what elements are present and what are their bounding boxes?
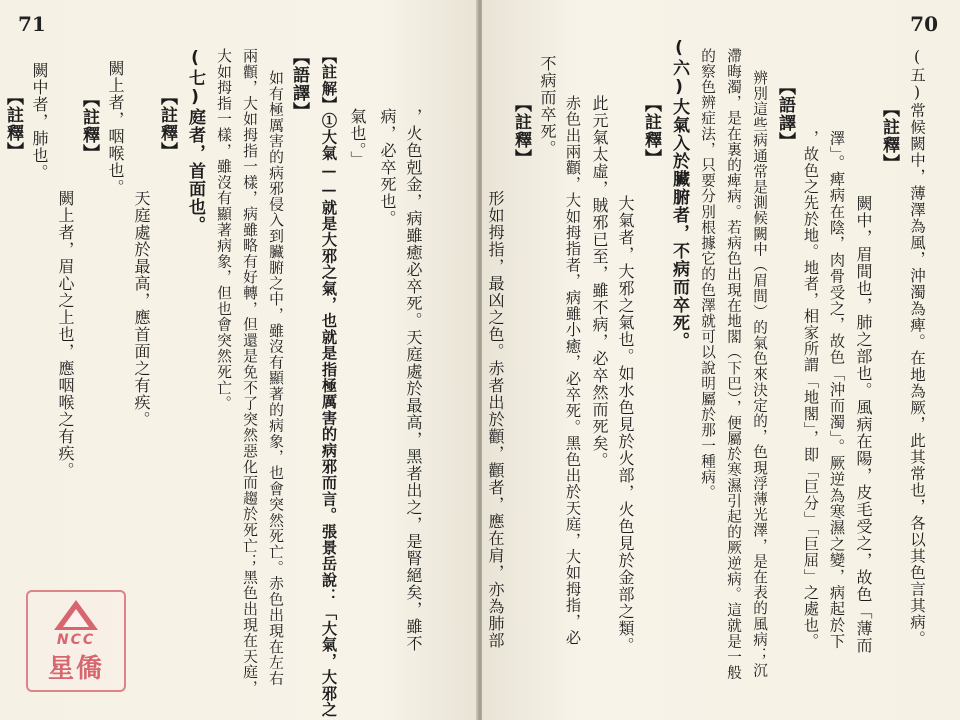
right-page — [482, 0, 960, 720]
text-column: 形如拇指，最凶之色。赤者出於顴，顴者，應在肩，亦為肺部 — [486, 190, 505, 649]
text-column: 滯晦濁，是在裏的痺病。若病色出現在地閣（下巴），便屬於寒濕引起的厥逆病。這就是一般 — [725, 48, 742, 681]
section-heading: (七)庭者，首面也。 — [185, 48, 205, 234]
text-column: ，故色之先於地。地者，相家所謂「地閣」，即「巨分」「巨屈」之處也。 — [802, 130, 820, 650]
stamp-chinese: 星僑 — [47, 654, 104, 684]
text-column: 【註解】①大氣——就是大邪之氣，也就是指極厲害的病邪而言。張景岳說：「大氣，大邪之 — [320, 48, 338, 718]
text-column: 赤色出兩顴，大如拇指者，病雖小癒，必卒死。黑色出於天庭，大如拇指，必 — [564, 95, 582, 646]
publisher-stamp — [26, 590, 126, 692]
text-column: 病，必卒死也。 — [378, 108, 397, 227]
section-label: 【註釋】 — [79, 90, 99, 162]
left-page — [0, 0, 478, 720]
page-number-left: 71 — [18, 12, 46, 36]
section-label: 【註釋】 — [157, 88, 177, 160]
text-column: 闕上者，咽喉也。 — [106, 60, 125, 196]
text-column: 辨別這些病通常是測候闕中（眉間）的氣色來決定的，色現浮薄光澤，是在表的風病；沉 — [751, 70, 768, 679]
text-column: 大如拇指一樣，雖沒有顯著病象，但也會突然死亡。 — [215, 48, 232, 412]
text-column: 此元氣太虛，賊邪已至，雖不病，必卒然而死矣。 — [590, 95, 609, 469]
section-heading: (五)常候闕中，薄澤為風，沖濁為痺。在地為厥，此其常也，各以其色言其病。 — [908, 48, 926, 647]
text-column: 天庭處於最高，應首面之有疾。 — [132, 190, 151, 428]
triangle-logo-icon — [54, 600, 98, 630]
text-column: 氣也。」 — [348, 108, 367, 168]
text-column: 澤」。痺病在陰，肉骨受之，故色「沖而濁」。厥逆為寒濕之變，病起於下 — [828, 130, 846, 650]
page-number-right: 70 — [910, 12, 938, 36]
section-label: 【語譯】 — [289, 48, 309, 120]
section-heading: (六)大氣入於臟腑者，不病而卒死。 — [669, 38, 689, 350]
section-label: 【註釋】 — [3, 88, 23, 160]
text-column: 如有極厲害的病邪侵入到臟腑之中，雖沒有顯著的病象，也會突然死亡。赤色出現在左右 — [267, 70, 284, 687]
text-column: 闕上者，眉心之上也，應咽喉之有疾。 — [56, 190, 75, 479]
text-column: 闕中者，肺也。 — [30, 62, 49, 181]
section-label: 【語譯】 — [775, 78, 795, 150]
text-column: 闕中，眉間也，肺之部也。風病在陽，皮毛受之，故色「薄而 — [854, 195, 873, 654]
text-column: 兩顴，大如拇指一樣，病雖略有好轉，但還是免不了突然惡化而趨於死亡；黑色出現在天庭， — [241, 48, 258, 696]
text-column: 不病而卒死。 — [538, 55, 557, 157]
section-label: 【註釋】 — [641, 95, 661, 167]
text-column: 的察色辨症法，只要分別根據它的色澤就可以說明屬於那一種病。 — [699, 48, 716, 501]
text-column: 大氣者，大邪之氣也。如水色見於火部，火色見於金部之類。 — [616, 195, 635, 654]
stamp-latin: NCC — [56, 632, 96, 648]
section-label: 【註釋】 — [879, 100, 899, 172]
section-label: 【註釋】 — [511, 95, 531, 167]
text-column: ，火色剋金，病雖癒必卒死。天庭處於最高，黑者出之，是腎絕矣，雖不 — [404, 108, 423, 652]
